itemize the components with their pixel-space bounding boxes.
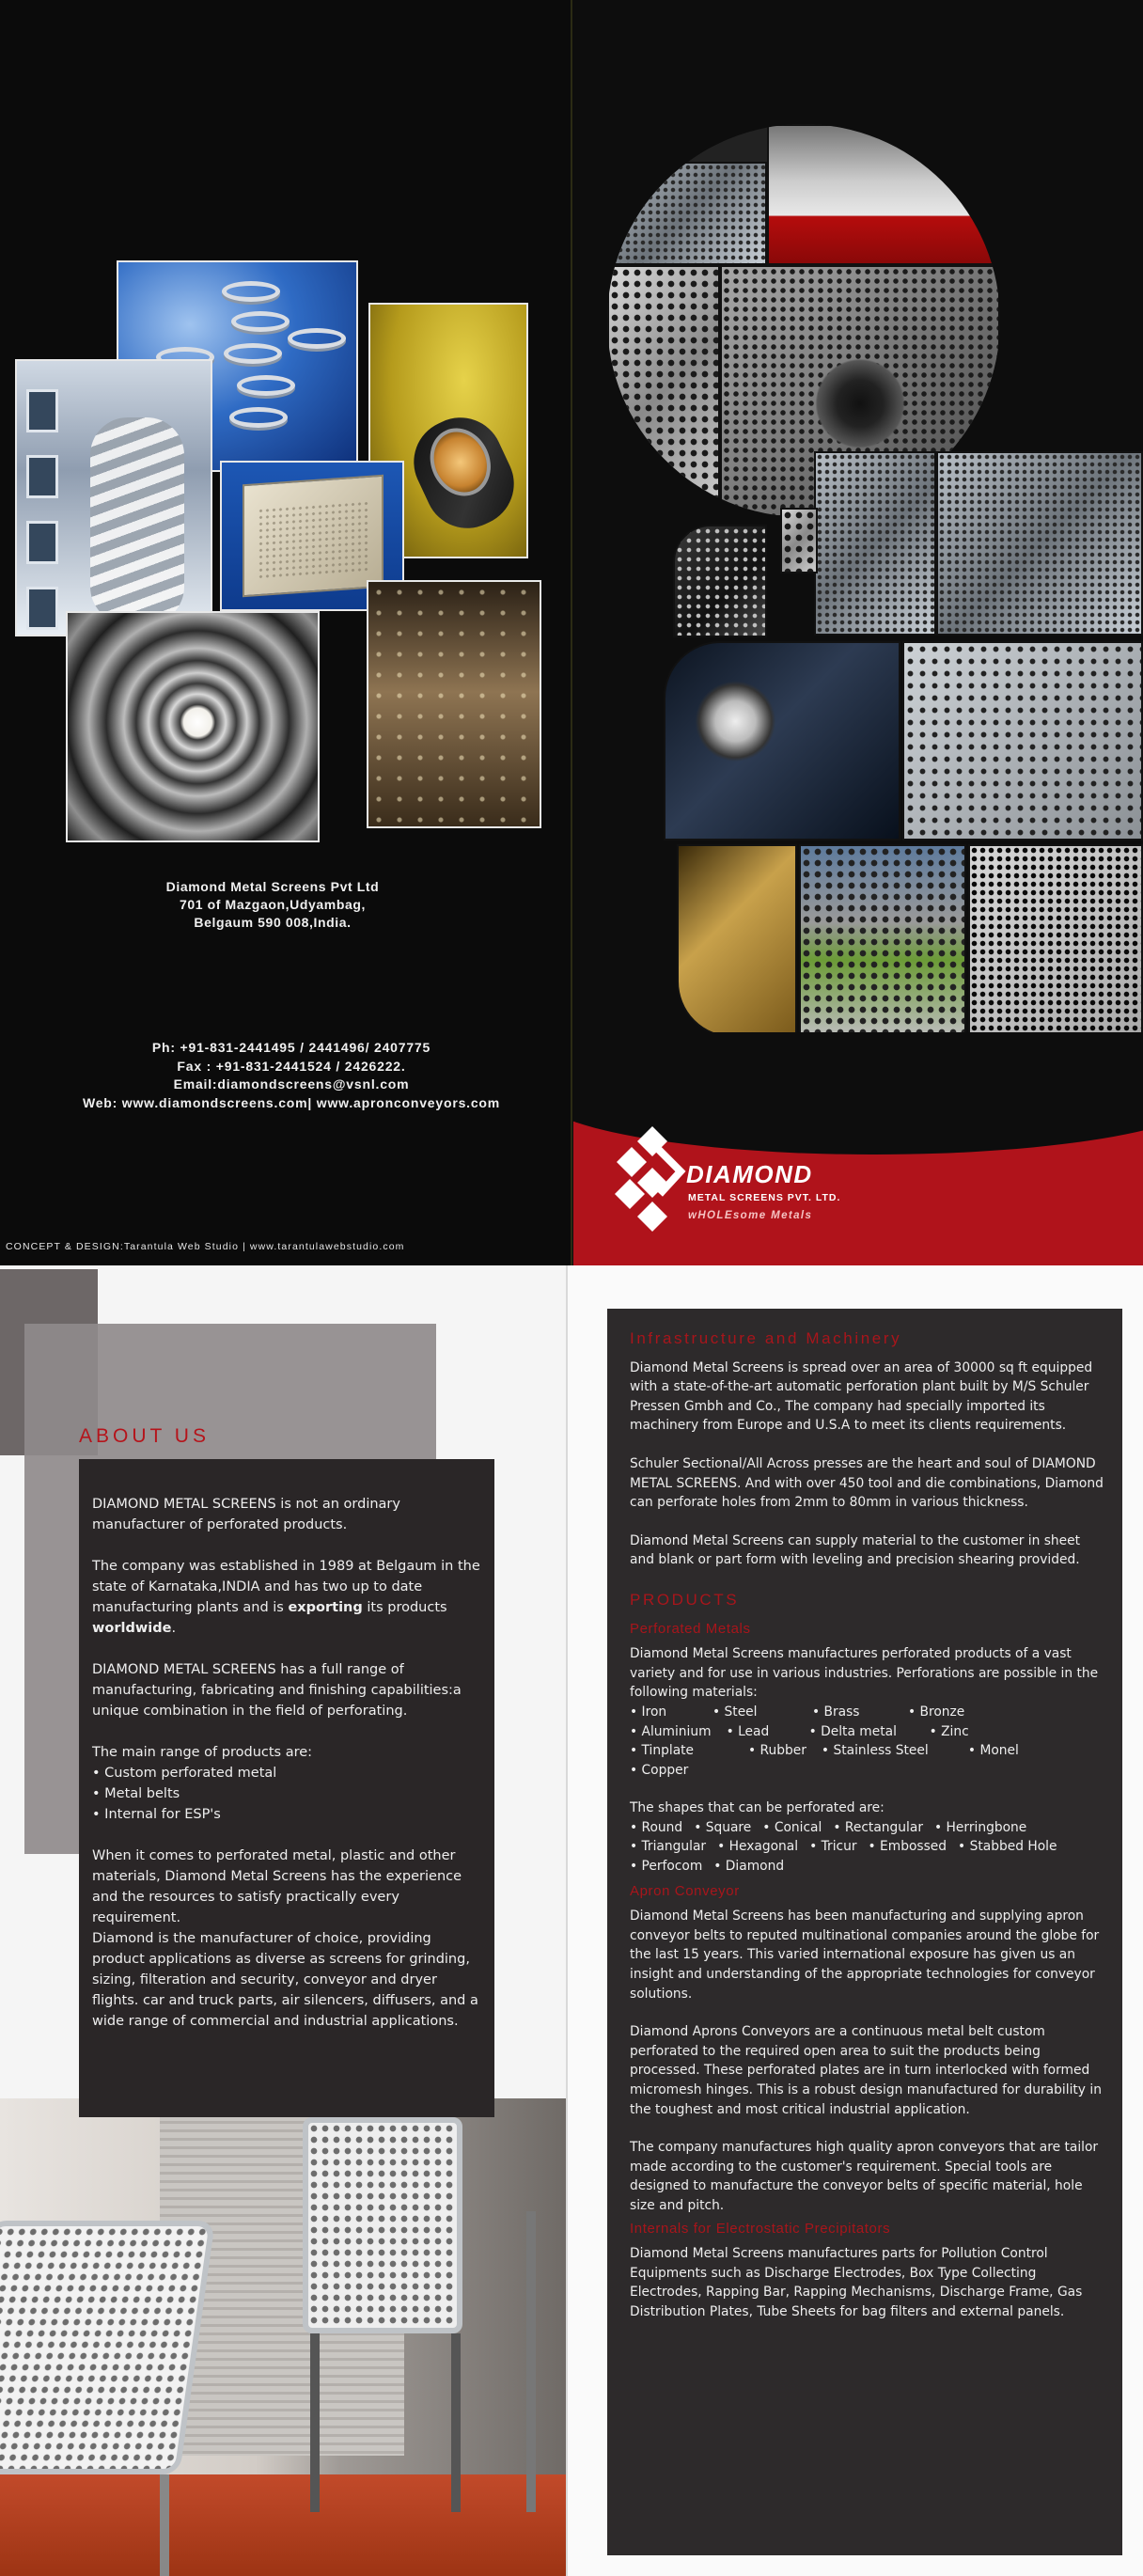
infrastructure-panel — [607, 1309, 1122, 2555]
photo-perforated-cones — [968, 844, 1143, 1038]
infrastructure-page — [568, 1265, 1143, 2576]
about-body — [92, 1494, 483, 2052]
shape-item: • Triangular — [630, 1839, 707, 1855]
photo-dark-perforation — [673, 525, 767, 637]
apron-conveyor-heading: Apron Conveyor — [630, 1882, 740, 1899]
material-item: • Monel — [967, 1743, 1019, 1759]
esp-internals-heading: Internals for Electrostatic Precipitators — [630, 2220, 891, 2237]
material-item: • Rubber — [748, 1743, 806, 1759]
about-paragraph: DIAMOND METAL SCREENS is not an ordinary manufacturer of perforated products. — [92, 1497, 400, 1532]
photo-perforated-wave — [814, 451, 936, 636]
material-item: • Iron — [630, 1704, 667, 1720]
material-item: • Bronze — [908, 1704, 965, 1720]
web-line[interactable]: Web: www.diamondscreens.com| www.apronconveyors.com — [82, 1094, 501, 1110]
material-item: • Lead — [726, 1723, 770, 1739]
shape-item: • Embossed — [868, 1839, 947, 1855]
shapes-intro: The shapes that can be perforated are: — [630, 1800, 885, 1816]
esp-paragraph: Diamond Metal Screens manufactures parts for Pollution Control Equipments such as Discharge Electrodes, Box Type Collecting Electrodes, Rapping Bar, Rapping Mechanisms, Discharge Frame, Gas Distribution Plates, Tube Sheets for bag filters and external panels. — [630, 2246, 1083, 2319]
material-item: • Stainless Steel — [821, 1743, 929, 1759]
perforated-metals-heading: Perforated Metals — [630, 1620, 751, 1637]
infra-paragraph: Diamond Metal Screens can supply material to the customer in sheet and blank or part form with leveling and precision shearing provided. — [630, 1532, 1081, 1568]
address-line: Belgaum 590 008,India. — [194, 915, 352, 930]
product-range-item: • Custom perforated metal — [92, 1766, 277, 1781]
infra-paragraph: Diamond Metal Screens is spread over an area of 30000 sq ft equipped with a state-of-the-art automatic perforation plant built by M/S Schuler Pressen Gmbh and Co., The company had specially imported its machinery from Europe and U.S.A to meet its clients requirements. — [630, 1359, 1093, 1434]
diamond-logo-icon — [611, 1121, 694, 1237]
design-credit: CONCEPT & DESIGN:Tarantula Web Studio | www.tarantulawebstudio.com — [6, 1241, 405, 1252]
infrastructure-heading: Infrastructure and Machinery — [630, 1329, 902, 1347]
email-line[interactable]: Email:diamondscreens@vsnl.com — [173, 1076, 410, 1092]
photo-vintage-car — [664, 641, 900, 840]
phone-line: Ph: +91-831-2441495 / 2441496/ 2407775 — [151, 1040, 431, 1055]
front-cover — [573, 0, 1143, 1265]
shape-item: • Herringbone — [934, 1819, 1027, 1835]
infra-paragraph: Schuler Sectional/All Across presses are the heart and soul of DIAMOND METAL SCREENS. And with over 450 tool and die combinations, Diamond can perforate holes from 2mm to 80mm in various thickness. — [630, 1455, 1104, 1511]
photo-perforated-sheet-large — [936, 451, 1143, 636]
photo-perforated-sheet — [607, 162, 767, 265]
perforated-paragraph: Diamond Metal Screens manufactures perforated products of a vast variety and for use in various industries. Perforations are possible in the following materials: — [630, 1646, 1099, 1701]
photo-spiral-staircase — [15, 359, 212, 636]
product-range-item: • Metal belts — [92, 1786, 180, 1801]
material-item: • Steel — [712, 1704, 758, 1720]
about-paragraph: DIAMOND METAL SCREENS has a full range of manufacturing, fabricating and finishing capabilities:a unique combination in the field of perforating. — [92, 1662, 462, 1719]
photo-perforated-panel — [607, 265, 720, 517]
shape-item: • Perfocom — [630, 1859, 703, 1875]
product-range-item: • Internal for ESP's — [92, 1807, 221, 1822]
material-item: • Brass — [812, 1704, 860, 1720]
shape-item: • Round — [630, 1819, 683, 1835]
shapes-list — [630, 1818, 1105, 1877]
back-cover — [0, 0, 572, 1265]
materials-list — [630, 1703, 1105, 1780]
about-heading: ABOUT US — [79, 1425, 210, 1447]
about-page — [0, 1265, 568, 2576]
shape-item: • Conical — [762, 1819, 822, 1835]
material-item: • Tinplate — [630, 1743, 695, 1759]
shape-item: • Square — [694, 1819, 752, 1835]
contact-details — [19, 1039, 564, 1112]
photo-perforated-chairs — [0, 2098, 568, 2576]
address-line: Diamond Metal Screens Pvt Ltd — [165, 879, 380, 894]
company-address — [94, 878, 451, 932]
shape-item: • Diamond — [713, 1859, 785, 1875]
photo-perforated-detail — [780, 508, 818, 573]
brand-tagline: wHOLEsome Metals — [688, 1210, 813, 1221]
photo-gold-perforation — [677, 844, 797, 1038]
photo-computer-panel — [902, 641, 1143, 840]
photo-red-chair — [767, 124, 1000, 265]
shape-item: • Stabbed Hole — [958, 1839, 1057, 1855]
brochure-inside-spread — [0, 1265, 1143, 2576]
infrastructure-body — [630, 1329, 1105, 2322]
brand-name: DIAMOND — [686, 1160, 813, 1188]
shape-item: • Hexagonal — [717, 1839, 799, 1855]
product-range-intro: The main range of products are: — [92, 1745, 313, 1760]
shape-item: • Rectangular — [833, 1819, 923, 1835]
material-item: • Aluminium — [630, 1723, 712, 1739]
address-line: 701 of Mazgaon,Udyambag, — [180, 897, 366, 912]
material-item: • Copper — [630, 1762, 689, 1778]
about-paragraph: Diamond is the manufacturer of choice, providing product applications as diverse as screens for grinding, sizing, filteration and security, conveyor and dryer flights. car and truck parts, air silencers, diffusers, and a wide range of commercial and industrial applications. — [92, 1931, 478, 2029]
about-paragraph: When it comes to perforated metal, plastic and other materials, Diamond Metal Screens has the experience and the resources to satisfy practically every requirement. — [92, 1848, 462, 1925]
shape-item: • Tricur — [809, 1839, 857, 1855]
fax-line: Fax : +91-831-2441524 / 2426222. — [177, 1058, 406, 1074]
about-paragraph: The company was established in 1989 at Belgaum in the state of Karnataka,INDIA and has two up to date manufacturing plants and is exporting its products worldwide. — [92, 1559, 480, 1636]
brochure-cover-spread — [0, 0, 1143, 1265]
apron-paragraph: Diamond Aprons Conveyors are a continuous metal belt custom perforated to the required open area to suit the products being processed. These perforated plates are in turn interlocked with formed micromesh hinges. This is a robust design manufactured for durability in the toughest and most critical industrial application. — [630, 2024, 1102, 2117]
apron-paragraph: Diamond Metal Screens has been manufacturing and supplying apron conveyor belts to reputed multinational companies around the globe for the last 15 years. This varied international exposure has given us an insight and understanding of the appropriate technologies for conveyor solutions. — [630, 1908, 1100, 2002]
fold-divider — [571, 0, 572, 1265]
brand-subtitle: METAL SCREENS PVT. LTD. — [688, 1192, 841, 1203]
photo-feet-on-grating — [799, 844, 966, 1038]
material-item: • Zinc — [929, 1723, 969, 1739]
products-heading: PRODUCTS — [630, 1590, 740, 1609]
material-item: • Delta metal — [808, 1723, 897, 1739]
apron-paragraph: The company manufactures high quality apron conveyors that are tailor made according to the customer's requirement. Special tools are designed to manufacture the conveyor belts of specific material, hole size and pitch. — [630, 2140, 1099, 2213]
photo-perforated-ceiling — [367, 580, 541, 828]
photo-perforated-drum-interior — [66, 611, 320, 842]
